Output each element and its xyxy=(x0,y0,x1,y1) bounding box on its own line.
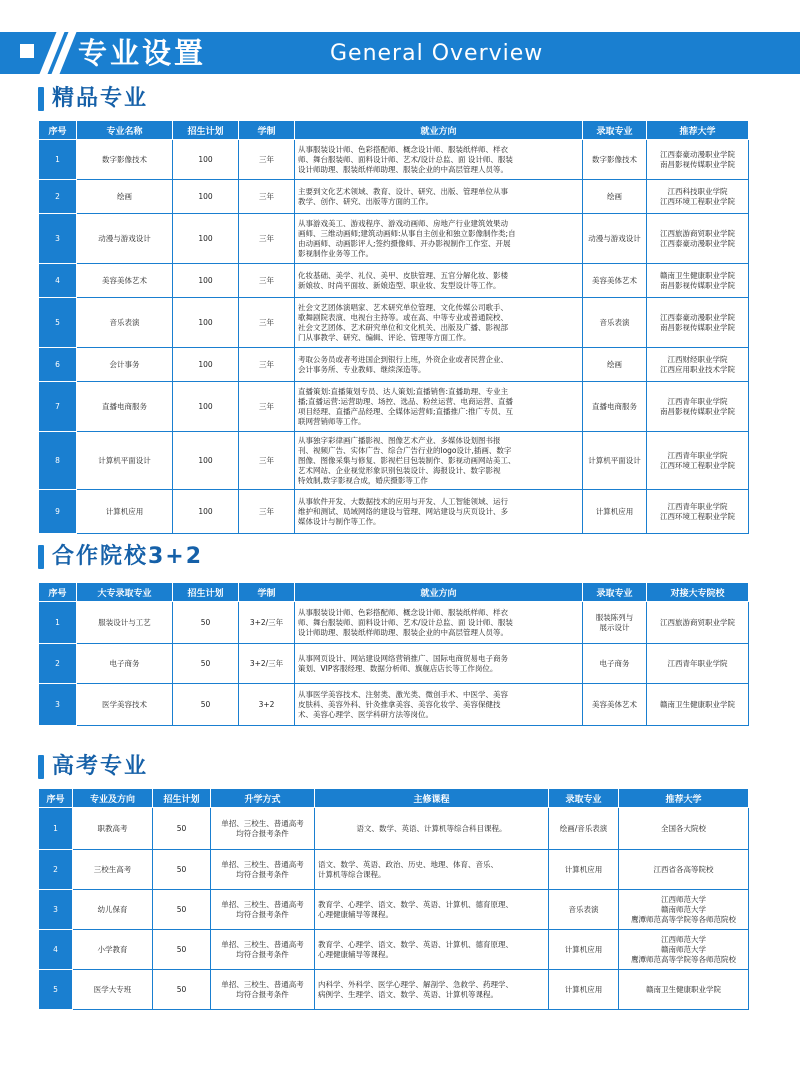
admission-line: 计算机应用 xyxy=(564,864,603,874)
method-line: 均符合报考条件 xyxy=(236,828,289,838)
course-line: 心理健康辅导等课程。 xyxy=(318,949,393,959)
column-header: 就业方向 xyxy=(295,121,583,140)
career-line: 图像、图像采集与修复、影视栏目包装制作、影视动画网站美工、 xyxy=(298,455,516,465)
gaokao-table-wrap xyxy=(38,788,748,1010)
career-line: 考取公务员或者考进国企到银行上班，外资企业或者民营企业、 xyxy=(298,354,508,364)
university-line: 江西师范大学 xyxy=(661,894,706,904)
main-courses xyxy=(315,808,549,850)
career-direction xyxy=(295,684,583,726)
table-header-row xyxy=(39,121,749,140)
column-header: 录取专业 xyxy=(549,789,619,808)
career-line: 从事游戏美工、游戏程序、游戏动画师、房地产行业建筑效果动 xyxy=(298,218,508,228)
study-years: 3+2 xyxy=(239,684,295,726)
career-line: 教学、创作、研究、出版等方面的工作。 xyxy=(298,196,433,206)
course-line: 教育学、心理学、语文、数学、英语、计算机、德育原理、 xyxy=(318,899,513,909)
major-name: 会计事务 xyxy=(77,348,173,382)
table-row xyxy=(39,432,749,490)
major-name: 三校生高考 xyxy=(73,850,153,890)
university-line: 全国各大院校 xyxy=(661,823,706,833)
admission-major xyxy=(583,298,647,348)
admission-line: 展示设计 xyxy=(599,622,630,632)
career-direction xyxy=(295,180,583,214)
table-row xyxy=(39,382,749,432)
study-years: 三年 xyxy=(239,432,295,490)
career-line: 从事服装设计师、色彩搭配师、概念设计师、服装纸样师、样衣 xyxy=(298,144,508,154)
university-line: 江西青年职业学院 xyxy=(667,450,728,460)
major-name: 动漫与游戏设计 xyxy=(77,214,173,264)
career-line: 师、舞台服装师、面料设计师、艺术/设计总监、面 设计师、服装 xyxy=(298,617,513,627)
study-years: 三年 xyxy=(239,490,295,534)
university-line: 南昌影视传媒职业学院 xyxy=(660,280,735,290)
column-header: 推荐大学 xyxy=(647,121,749,140)
banner-square-icon xyxy=(20,44,34,58)
section-featured-heading xyxy=(38,84,148,114)
column-header: 序号 xyxy=(39,789,73,808)
enrollment-plan: 50 xyxy=(173,602,239,644)
career-line: 歌舞剧院表演、电视台主持等。或在高、中等专业或普通院校、 xyxy=(298,312,508,322)
recommended-university xyxy=(647,490,749,534)
table-header-row xyxy=(39,583,749,602)
university-line: 江西环境工程职业学院 xyxy=(660,511,735,521)
enrollment-plan: 50 xyxy=(153,850,211,890)
row-number: 2 xyxy=(39,180,77,214)
career-direction xyxy=(295,214,583,264)
admission-major xyxy=(549,930,619,970)
career-direction xyxy=(295,348,583,382)
main-courses xyxy=(315,930,549,970)
cooperation-table-wrap xyxy=(38,582,748,726)
recommended-university xyxy=(647,348,749,382)
admission-line: 计算机应用 xyxy=(564,944,603,954)
section-marker-icon xyxy=(38,755,44,779)
career-line: 策划、VIP客服经理、数据分析师、旗舰店店长等工作岗位。 xyxy=(298,663,498,673)
row-number: 1 xyxy=(39,808,73,850)
admission-method xyxy=(211,930,315,970)
method-line: 单招、三校生、普通高考 xyxy=(221,979,304,989)
admission-major xyxy=(583,264,647,298)
row-number: 4 xyxy=(39,264,77,298)
admission-method xyxy=(211,808,315,850)
major-name: 电子商务 xyxy=(77,644,173,684)
career-line: 师、舞台服装师、面料设计师、艺术/设计总监、面 设计师、服装 xyxy=(298,154,513,164)
table-header-row xyxy=(39,789,749,808)
university-line: 赣南卫生健康职业学院 xyxy=(660,270,735,280)
enrollment-plan: 100 xyxy=(173,348,239,382)
admission-major xyxy=(583,490,647,534)
admission-line: 美容美体艺术 xyxy=(592,699,637,709)
admission-line: 数字影像技术 xyxy=(592,154,637,164)
admission-line: 电子商务 xyxy=(599,658,630,668)
row-number: 3 xyxy=(39,684,77,726)
enrollment-plan: 100 xyxy=(173,490,239,534)
major-name: 绘画 xyxy=(77,180,173,214)
admission-major xyxy=(583,432,647,490)
main-courses xyxy=(315,850,549,890)
admission-method xyxy=(211,850,315,890)
major-name: 服装设计与工艺 xyxy=(77,602,173,644)
university-line: 江西旅游商贸职业学院 xyxy=(660,617,735,627)
table-row xyxy=(39,808,749,850)
university-line: 江西旅游商贸职业学院 xyxy=(660,228,735,238)
career-line: 维护和测试、局域网络的建设与管理、网站建设与庆页设计、多 xyxy=(298,506,508,516)
admission-major xyxy=(583,382,647,432)
recommended-university xyxy=(647,602,749,644)
admission-line: 动漫与游戏设计 xyxy=(588,233,641,243)
study-years: 三年 xyxy=(239,264,295,298)
section-title: 精品专业 xyxy=(52,86,149,111)
study-years: 三年 xyxy=(239,348,295,382)
admission-line: 计算机应用 xyxy=(595,506,634,516)
row-number: 1 xyxy=(39,602,77,644)
university-line: 赣南卫生健康职业学院 xyxy=(646,984,721,994)
recommended-university xyxy=(619,930,749,970)
section-gaokao-heading xyxy=(38,752,148,782)
enrollment-plan: 50 xyxy=(153,890,211,930)
enrollment-plan: 100 xyxy=(173,382,239,432)
table-row xyxy=(39,348,749,382)
admission-major xyxy=(583,684,647,726)
page-title: 专业设置 xyxy=(78,36,207,70)
university-line: 江西青年职业学院 xyxy=(667,396,728,406)
enrollment-plan: 50 xyxy=(153,930,211,970)
major-name: 医学美容技术 xyxy=(77,684,173,726)
enrollment-plan: 100 xyxy=(173,140,239,180)
main-courses xyxy=(315,970,549,1010)
university-line: 江西青年职业学院 xyxy=(667,658,728,668)
recommended-university xyxy=(647,684,749,726)
recommended-university xyxy=(647,214,749,264)
career-direction xyxy=(295,490,583,534)
career-line: 皮肤科、美容外科、针灸推拿美容、美容化妆学、美容保健技 xyxy=(298,699,501,709)
admission-method xyxy=(211,890,315,930)
career-line: 媒体设计与制作等工作。 xyxy=(298,516,381,526)
page-subtitle: General Overview xyxy=(330,41,544,66)
university-line: 江西环境工程职业学院 xyxy=(660,196,735,206)
column-header: 学制 xyxy=(239,121,295,140)
recommended-university xyxy=(619,850,749,890)
admission-major xyxy=(549,890,619,930)
row-number: 6 xyxy=(39,348,77,382)
column-header: 专业名称 xyxy=(77,121,173,140)
admission-major xyxy=(583,214,647,264)
career-line: 新娘妆、时尚平面妆、新娘造型、职业妆、发型设计等工作。 xyxy=(298,280,501,290)
column-header: 推荐大学 xyxy=(619,789,749,808)
row-number: 3 xyxy=(39,214,77,264)
admission-major xyxy=(583,140,647,180)
column-header: 招生计划 xyxy=(153,789,211,808)
table-row xyxy=(39,890,749,930)
university-line: 江西财经职业学院 xyxy=(667,354,728,364)
row-number: 1 xyxy=(39,140,77,180)
career-line: 刊、视频广告、实体广告、综合广告行业的logo设计,插画、数字 xyxy=(298,445,512,455)
enrollment-plan: 50 xyxy=(173,684,239,726)
enrollment-plan: 100 xyxy=(173,214,239,264)
career-line: 化妆基础、美学、礼仪、美甲、皮肤管理、五官分解化妆、影楼 xyxy=(298,270,508,280)
method-line: 单招、三校生、普通高考 xyxy=(221,818,304,828)
career-line: 项目经理、直播产品经理、全媒体运营师;直播推广:推广专员、互 xyxy=(298,406,514,416)
university-line: 江西青年职业学院 xyxy=(667,501,728,511)
table-row xyxy=(39,684,749,726)
major-name: 直播电商服务 xyxy=(77,382,173,432)
course-line: 语文、数学、英语、计算机等综合科目课程。 xyxy=(356,823,507,833)
study-years: 三年 xyxy=(239,180,295,214)
career-line: 艺术网站、企业视觉形象识别包装设计、海报设计、数字影视 xyxy=(298,465,501,475)
university-line: 江西应用职业技术学院 xyxy=(660,364,735,374)
row-number: 5 xyxy=(39,298,77,348)
university-line: 江西环境工程职业学院 xyxy=(660,460,735,470)
admission-major xyxy=(583,180,647,214)
career-line: 从事服装设计师、色彩搭配师、概念设计师、服装纸样师、样衣 xyxy=(298,607,508,617)
row-number: 5 xyxy=(39,970,73,1010)
admission-line: 直播电商服务 xyxy=(592,401,637,411)
course-line: 病例学、生理学、语文、数学、英语、计算机等课程。 xyxy=(318,989,498,999)
admission-line: 服装陈列与 xyxy=(595,612,634,622)
admission-major xyxy=(549,970,619,1010)
university-line: 江西师范大学 xyxy=(661,934,706,944)
career-direction xyxy=(295,644,583,684)
column-header: 主修课程 xyxy=(315,789,549,808)
admission-major xyxy=(583,602,647,644)
column-header: 对接大专院校 xyxy=(647,583,749,602)
university-line: 南昌影视传媒职业学院 xyxy=(660,322,735,332)
header-banner xyxy=(0,0,800,84)
enrollment-plan: 100 xyxy=(173,298,239,348)
major-name: 计算机平面设计 xyxy=(77,432,173,490)
table-row xyxy=(39,140,749,180)
column-header: 就业方向 xyxy=(295,583,583,602)
university-line: 赣南师范大学 xyxy=(661,904,706,914)
section-cooperation-heading xyxy=(38,542,203,572)
career-direction xyxy=(295,382,583,432)
career-line: 术、美容心理学、医学科研方法等岗位。 xyxy=(298,709,433,719)
table-row xyxy=(39,214,749,264)
study-years: 3+2/三年 xyxy=(239,602,295,644)
recommended-university xyxy=(647,644,749,684)
career-direction xyxy=(295,264,583,298)
row-number: 2 xyxy=(39,850,73,890)
recommended-university xyxy=(619,890,749,930)
row-number: 2 xyxy=(39,644,77,684)
university-line: 江西省各高等院校 xyxy=(653,864,714,874)
method-line: 均符合报考条件 xyxy=(236,869,289,879)
column-header: 升学方式 xyxy=(211,789,315,808)
course-line: 计算机等综合课程。 xyxy=(318,869,386,879)
column-header: 学制 xyxy=(239,583,295,602)
admission-line: 绘画 xyxy=(607,359,622,369)
career-line: 会计事务所、专业教师、继续深造等。 xyxy=(298,364,426,374)
career-line: 社会文艺团体演唱家、艺术研究单位管理、文化传媒公司歌手、 xyxy=(298,302,508,312)
major-name: 美容美体艺术 xyxy=(77,264,173,298)
university-line: 江西泰豪动漫职业学院 xyxy=(660,149,735,159)
career-line: 影视制作业务等工作。 xyxy=(298,248,373,258)
row-number: 9 xyxy=(39,490,77,534)
recommended-university xyxy=(647,432,749,490)
recommended-university xyxy=(647,140,749,180)
featured-table xyxy=(38,120,749,534)
table-row xyxy=(39,298,749,348)
table-row xyxy=(39,970,749,1010)
university-line: 鹰潭师范高等学院等各师范院校 xyxy=(631,914,736,924)
enrollment-plan: 50 xyxy=(153,970,211,1010)
table-row xyxy=(39,602,749,644)
university-line: 南昌影视传媒职业学院 xyxy=(660,159,735,169)
cooperation-table xyxy=(38,582,749,726)
section-marker-icon xyxy=(38,87,44,111)
row-number: 3 xyxy=(39,890,73,930)
column-header: 序号 xyxy=(39,583,77,602)
study-years: 三年 xyxy=(239,298,295,348)
method-line: 单招、三校生、普通高考 xyxy=(221,859,304,869)
main-courses xyxy=(315,890,549,930)
method-line: 单招、三校生、普通高考 xyxy=(221,899,304,909)
row-number: 4 xyxy=(39,930,73,970)
career-line: 从事独字彩律画广播影视、图像艺术产业、多媒体设划图书报 xyxy=(298,435,501,445)
enrollment-plan: 50 xyxy=(153,808,211,850)
table-row xyxy=(39,490,749,534)
admission-major xyxy=(549,808,619,850)
table-row xyxy=(39,264,749,298)
admission-method xyxy=(211,970,315,1010)
row-number: 7 xyxy=(39,382,77,432)
table-row xyxy=(39,180,749,214)
major-name: 职教高考 xyxy=(73,808,153,850)
career-line: 画师、三维动画师;建筑动画师:从事自主创业和独立影像制作类;自 xyxy=(298,228,516,238)
method-line: 均符合报考条件 xyxy=(236,949,289,959)
featured-table-wrap xyxy=(38,120,748,534)
admission-line: 绘画/音乐表演 xyxy=(559,823,608,833)
major-name: 计算机应用 xyxy=(77,490,173,534)
study-years: 三年 xyxy=(239,140,295,180)
career-line: 联网营销师等工作。 xyxy=(298,416,366,426)
course-line: 心理健康辅导等课程。 xyxy=(318,909,393,919)
career-direction xyxy=(295,140,583,180)
admission-line: 音乐表演 xyxy=(568,904,599,914)
career-line: 社会文艺团体、艺术研究单位和文化机关、出版及广播、影视部 xyxy=(298,322,508,332)
admission-major xyxy=(583,348,647,382)
university-line: 江西科技职业学院 xyxy=(667,186,728,196)
column-header: 招生计划 xyxy=(173,121,239,140)
course-line: 教育学、心理学、语文、数学、英语、计算机、德育原理、 xyxy=(318,939,513,949)
university-line: 鹰潭师范高等学院等各师范院校 xyxy=(631,954,736,964)
admission-line: 美容美体艺术 xyxy=(592,275,637,285)
admission-line: 计算机平面设计 xyxy=(588,455,641,465)
major-name: 音乐表演 xyxy=(77,298,173,348)
admission-major xyxy=(549,850,619,890)
table-row xyxy=(39,930,749,970)
course-line: 内科学、外科学、医学心理学、解剖学、急救学、药理学、 xyxy=(318,979,513,989)
recommended-university xyxy=(647,264,749,298)
column-header: 序号 xyxy=(39,121,77,140)
university-line: 江西泰豪动漫职业学院 xyxy=(660,312,735,322)
course-line: 语文、数学、英语、政治、历史、地理、体育、音乐、 xyxy=(318,859,498,869)
career-line: 门从事教学、研究、编辑、评论、管理等方面工作。 xyxy=(298,332,471,342)
major-name: 数字影像技术 xyxy=(77,140,173,180)
gaokao-table xyxy=(38,788,749,1010)
table-row xyxy=(39,850,749,890)
career-line: 直播策划:直播策划专员、达人策划;直播销售:直播助理、专业主 xyxy=(298,386,509,396)
career-line: 设计师助理、服装纸样师助理、服装企业的中高层管理人员等。 xyxy=(298,627,508,637)
career-line: 主要到文化艺术领域、教育、设计、研究、出版、管理单位从事 xyxy=(298,186,508,196)
university-line: 赣南卫生健康职业学院 xyxy=(660,699,735,709)
column-header: 录取专业 xyxy=(583,121,647,140)
enrollment-plan: 100 xyxy=(173,180,239,214)
enrollment-plan: 100 xyxy=(173,264,239,298)
column-header: 专业及方向 xyxy=(73,789,153,808)
recommended-university xyxy=(647,298,749,348)
career-direction xyxy=(295,298,583,348)
column-header: 大专录取专业 xyxy=(77,583,173,602)
study-years: 三年 xyxy=(239,214,295,264)
enrollment-plan: 100 xyxy=(173,432,239,490)
career-line: 从事软件开发、大数据技术的应用与开发、人工智能领域、运行 xyxy=(298,496,508,506)
university-line: 南昌影视传媒职业学院 xyxy=(660,406,735,416)
admission-major xyxy=(583,644,647,684)
method-line: 均符合报考条件 xyxy=(236,909,289,919)
recommended-university xyxy=(647,382,749,432)
career-line: 播;直播运营:运营助理、场控、选品、粉丝运营、电商运营、直播 xyxy=(298,396,514,406)
career-line: 从事网页设计、网站建设网络营销推广、国际电商贸易电子商务 xyxy=(298,653,508,663)
university-line: 赣南师范大学 xyxy=(661,944,706,954)
recommended-university xyxy=(619,808,749,850)
admission-line: 绘画 xyxy=(607,191,622,201)
career-direction xyxy=(295,602,583,644)
university-line: 江西泰豪动漫职业学院 xyxy=(660,238,735,248)
row-number: 8 xyxy=(39,432,77,490)
career-line: 设计师助理、服装纸样师助理、服装企业的中高层管理人员等。 xyxy=(298,164,508,174)
method-line: 单招、三校生、普通高考 xyxy=(221,939,304,949)
table-row xyxy=(39,644,749,684)
career-direction xyxy=(295,432,583,490)
major-name: 医学大专班 xyxy=(73,970,153,1010)
major-name: 小学教育 xyxy=(73,930,153,970)
column-header: 招生计划 xyxy=(173,583,239,602)
section-marker-icon xyxy=(38,545,44,569)
section-title: 合作院校3+2 xyxy=(52,544,204,569)
major-name: 幼儿保育 xyxy=(73,890,153,930)
career-line: 特效制,数字影视合成，婚庆摄影等工作 xyxy=(298,475,428,485)
career-line: 由动画师、动画影评人;签约摄像师、开办影视制作工作室、开展 xyxy=(298,238,511,248)
career-line: 从事医学美容技术、注射类、激光类、微创手术、中医学、美容 xyxy=(298,689,508,699)
method-line: 均符合报考条件 xyxy=(236,989,289,999)
study-years: 三年 xyxy=(239,382,295,432)
recommended-university xyxy=(619,970,749,1010)
column-header: 录取专业 xyxy=(583,583,647,602)
study-years: 3+2/三年 xyxy=(239,644,295,684)
recommended-university xyxy=(647,180,749,214)
admission-line: 音乐表演 xyxy=(599,317,630,327)
enrollment-plan: 50 xyxy=(173,644,239,684)
section-title: 高考专业 xyxy=(52,754,149,779)
admission-line: 计算机应用 xyxy=(564,984,603,994)
